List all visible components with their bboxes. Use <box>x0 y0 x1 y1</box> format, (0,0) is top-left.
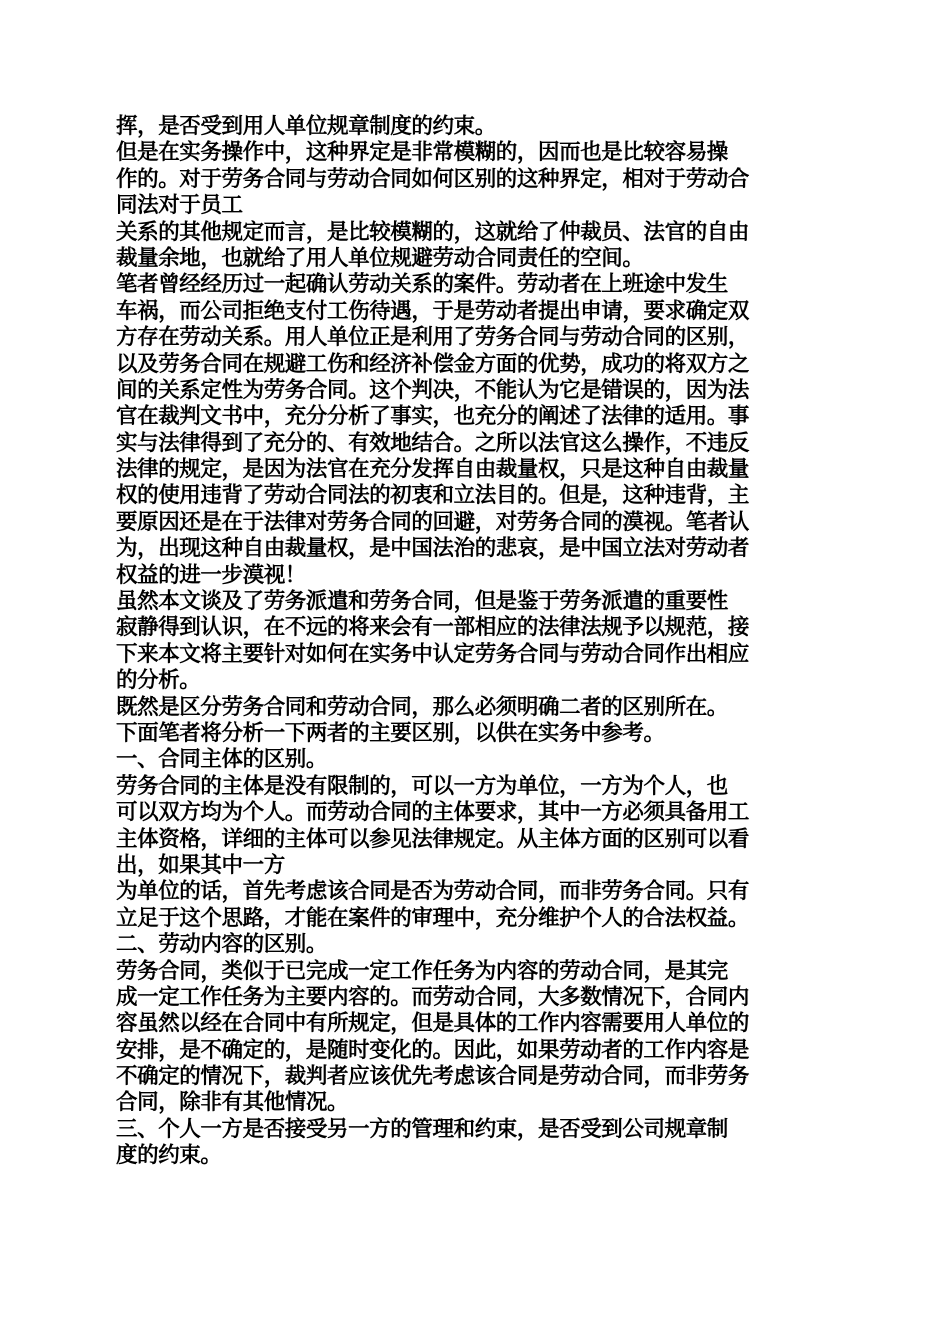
text-line: 裁量余地，也就给了用人单位规避劳动合同责任的空间。 <box>116 245 644 271</box>
text-line: 虽然本文谈及了劳务派遣和劳务合同，但是鉴于劳务派遣的重要性 <box>116 589 728 615</box>
text-line: 度的约束。 <box>116 1143 222 1169</box>
text-line: 既然是区分劳务合同和劳动合同，那么必须明确二者的区别所在。 <box>116 694 728 720</box>
text-line: 车祸，而公司拒绝支付工伤待遇，于是劳动者提出申请，要求确定双 <box>116 298 750 324</box>
text-line: 可以双方均为个人。而劳动合同的主体要求，其中一方必须具备用工 <box>116 800 750 826</box>
text-line: 为单位的话，首先考虑该合同是否为劳动合同，而非劳务合同。只有 <box>116 879 750 905</box>
text-line: 以及劳务合同在规避工伤和经济补偿金方面的优势，成功的将双方之 <box>116 351 750 377</box>
text-line: 官在裁判文书中，充分分析了事实，也充分的阐述了法律的适用。事 <box>116 404 750 430</box>
section-heading: 一、合同主体的区别。 <box>116 747 328 773</box>
text-line: 下面笔者将分析一下两者的主要区别，以供在实务中参考。 <box>116 720 665 746</box>
text-line: 的分析。 <box>116 668 201 694</box>
text-line: 同法对于员工 <box>116 193 243 219</box>
text-line: 合同，除非有其他情况。 <box>116 1090 349 1116</box>
text-line: 主体资格，详细的主体可以参见法律规定。从主体方面的区别可以看 <box>116 826 750 852</box>
text-line: 不确定的情况下，裁判者应该优先考虑该合同是劳动合同，而非劳务 <box>116 1064 750 1090</box>
text-line: 为，出现这种自由裁量权，是中国法治的悲哀，是中国立法对劳动者 <box>116 536 750 562</box>
text-line: 权的使用违背了劳动合同法的初衷和立法目的。但是，这种违背，主 <box>116 483 750 509</box>
text-line: 笔者曾经经历过一起确认劳动关系的案件。劳动者在上班途中发生 <box>116 272 728 298</box>
text-line: 下来本文将主要针对如何在实务中认定劳务合同与劳动合同作出相应 <box>116 641 750 667</box>
text-line: 要原因还是在于法律对劳务合同的回避，对劳务合同的漠视。笔者认 <box>116 509 750 535</box>
text-line: 权益的进一步漠视！ <box>116 562 306 588</box>
text-line: 安排，是不确定的，是随时变化的。因此，如果劳动者的工作内容是 <box>116 1037 750 1063</box>
text-line: 成一定工作任务为主要内容的。而劳动合同，大多数情况下，合同内 <box>116 984 750 1010</box>
text-line: 劳务合同的主体是没有限制的，可以一方为单位，一方为个人，也 <box>116 773 728 799</box>
text-line: 劳务合同，类似于已完成一定工作任务为内容的劳动合同，是其完 <box>116 958 728 984</box>
text-line: 间的关系定性为劳务合同。这个判决，不能认为它是错误的，因为法 <box>116 377 750 403</box>
text-line: 作的。对于劳务合同与劳动合同如何区别的这种界定，相对于劳动合 <box>116 166 750 192</box>
text-line: 实与法律得到了充分的、有效地结合。之所以法官这么操作，不违反 <box>116 430 750 456</box>
section-heading: 三、个人一方是否接受另一方的管理和约束，是否受到公司规章制 <box>116 1116 728 1142</box>
text-line: 寂静得到认识，在不远的将来会有一部相应的法律法规予以规范，接 <box>116 615 750 641</box>
text-line: 但是在实务操作中，这种界定是非常模糊的，因而也是比较容易操 <box>116 140 728 166</box>
text-line: 容虽然以经在合同中有所规定，但是具体的工作内容需要用人单位的 <box>116 1011 750 1037</box>
text-line: 方存在劳动关系。用人单位正是利用了劳务合同与劳动合同的区别， <box>116 325 750 351</box>
text-line: 立足于这个思路，才能在案件的审理中，充分维护个人的合法权益。 <box>116 905 750 931</box>
text-line: 法律的规定，是因为法官在充分发挥自由裁量权，只是这种自由裁量 <box>116 457 750 483</box>
text-line: 挥，是否受到用人单位规章制度的约束。 <box>116 114 496 139</box>
text-line: 关系的其他规定而言，是比较模糊的，这就给了仲裁员、法官的自由 <box>116 219 750 245</box>
document-body-text <box>116 114 842 1170</box>
text-line: 出，如果其中一方 <box>116 852 285 878</box>
section-heading: 二、劳动内容的区别。 <box>116 932 328 958</box>
